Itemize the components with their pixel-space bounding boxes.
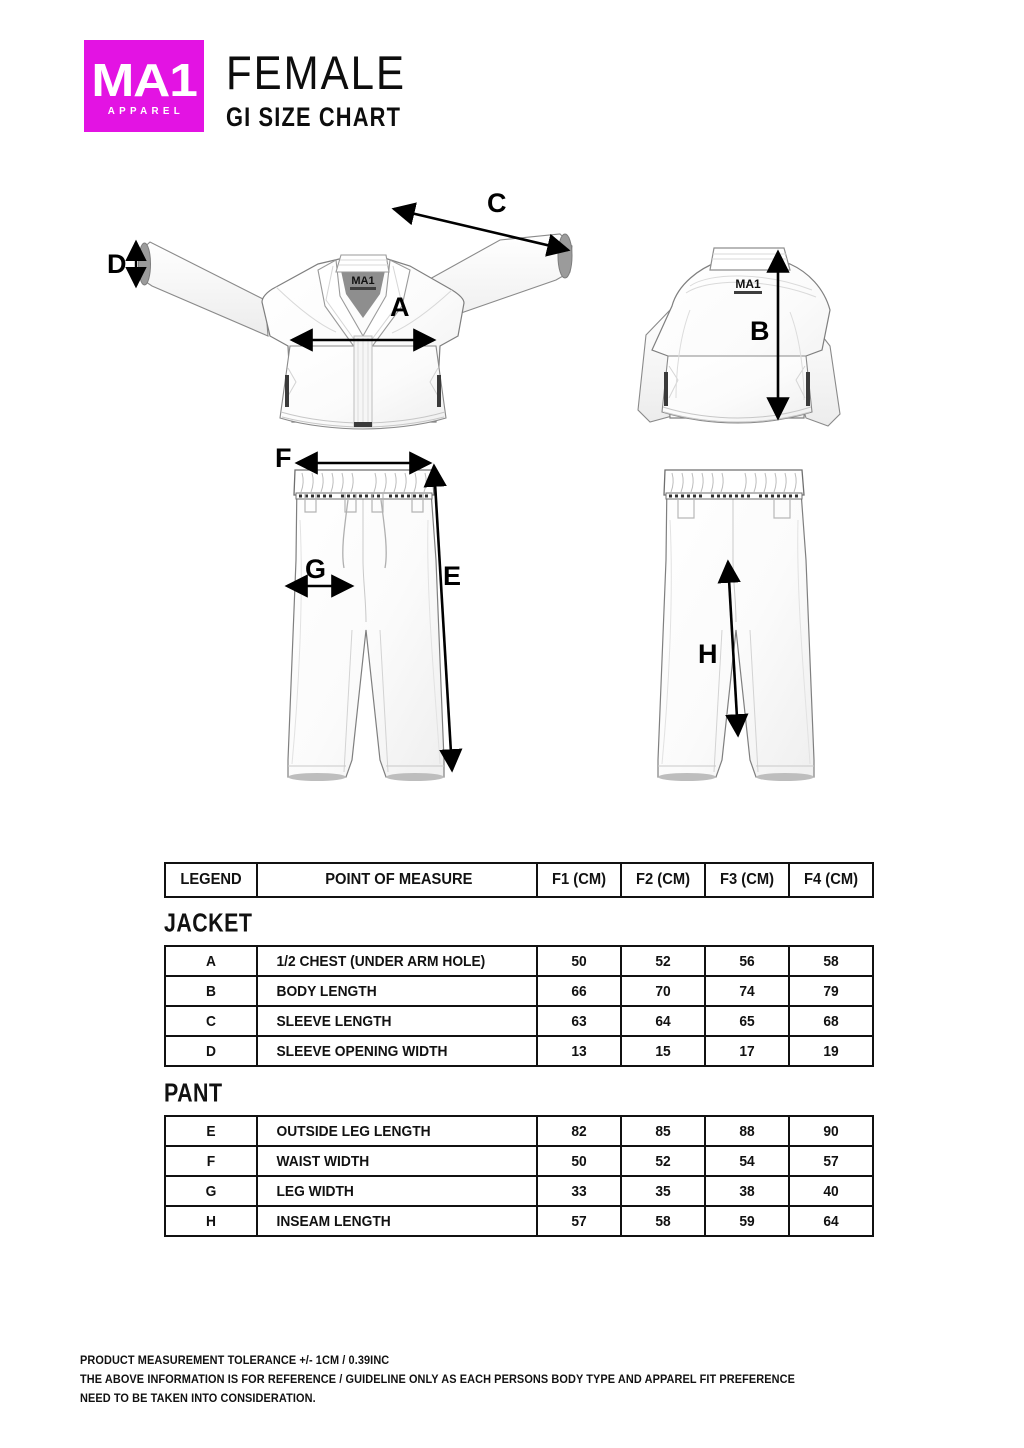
logo-wordmark: MA1 [91,53,197,106]
cell-measure: LEG WIDTH [268,1176,526,1206]
th-size-f1: F1 (CM) [540,863,617,897]
cell-legend: C [169,1006,254,1036]
table-row [165,1176,873,1206]
page-subtitle: GI SIZE CHART [226,101,402,132]
cell-f4: 68 [792,1006,869,1036]
cell-f1: 33 [540,1176,617,1206]
th-size-f2: F2 (CM) [624,863,701,897]
cell-f3: 56 [708,946,785,976]
garment-illustrations [0,160,1024,820]
footer-line-3: NEED TO BE TAKEN INTO CONSIDERATION. [80,1392,316,1405]
ma1-logo [84,40,204,132]
table-row [165,1036,873,1066]
table-row [165,1006,873,1036]
svg-text:MA1: MA1 [351,275,375,287]
cell-f2: 52 [624,946,701,976]
cell-f4: 58 [792,946,869,976]
cell-measure: 1/2 CHEST (UNDER ARM HOLE) [268,946,526,976]
page-header [84,40,410,132]
cell-f2: 70 [624,976,701,1006]
footer-disclaimer [80,1352,795,1409]
cell-f3: 54 [708,1146,785,1176]
pant-measurements-table [164,1115,874,1237]
th-size-f4: F4 (CM) [792,863,869,897]
cell-measure: SLEEVE LENGTH [268,1006,526,1036]
th-legend: LEGEND [169,863,254,897]
cell-measure: OUTSIDE LEG LENGTH [268,1116,526,1146]
cell-f4: 64 [792,1206,869,1236]
cell-f4: 57 [792,1146,869,1176]
page-title: FEMALE [226,46,407,100]
cell-f2: 52 [624,1146,701,1176]
table-row [165,976,873,1006]
cell-f3: 38 [708,1176,785,1206]
cell-measure: WAIST WIDTH [268,1146,526,1176]
cell-f3: 65 [708,1006,785,1036]
cell-f3: 17 [708,1036,785,1066]
table-row [165,1116,873,1146]
cell-f1: 63 [540,1006,617,1036]
cell-legend: E [169,1116,254,1146]
th-point-of-measure: POINT OF MEASURE [268,863,526,897]
cell-f3: 74 [708,976,785,1006]
table-row [165,1146,873,1176]
footer-line-1: PRODUCT MEASUREMENT TOLERANCE +/- 1CM / 0.39INC [80,1355,390,1367]
dimension-label-b: B [750,316,770,346]
jacket-measurements-table [164,945,874,1067]
cell-f1: 66 [540,976,617,1006]
cell-measure: INSEAM LENGTH [268,1206,526,1236]
footer-line-2: THE ABOVE INFORMATION IS FOR REFERENCE / GUIDELINE ONLY AS EACH PERSONS BODY TYPE AND APPAREL FIT PREFERENCE [80,1373,796,1386]
svg-text:MA1: MA1 [735,277,761,291]
cell-legend: F [169,1146,254,1176]
pant-front-illustration [288,470,444,781]
table-row [165,863,873,897]
cell-legend: D [169,1036,254,1066]
table-header-row [164,862,874,898]
cell-f2: 35 [624,1176,701,1206]
cell-legend: A [169,946,254,976]
dimension-label-f: F [275,443,292,473]
cell-f1: 57 [540,1206,617,1236]
th-size-f3: F3 (CM) [708,863,785,897]
dimension-label-d: D [107,249,127,279]
cell-f1: 50 [540,946,617,976]
cell-f4: 90 [792,1116,869,1146]
cell-measure: SLEEVE OPENING WIDTH [268,1036,526,1066]
table-row [165,1206,873,1236]
dimension-arrow-c [394,209,568,250]
dimension-label-e: E [443,561,462,591]
logo-tagline: APPAREL [107,106,185,118]
cell-f3: 88 [708,1116,785,1146]
cell-legend: B [169,976,254,1006]
cell-f1: 82 [540,1116,617,1146]
cell-f4: 19 [792,1036,869,1066]
cell-f4: 40 [792,1176,869,1206]
section-label-pant: PANT [164,1078,223,1108]
jacket-front-illustration [139,234,573,429]
cell-f2: 15 [624,1036,701,1066]
pant-back-illustration [658,470,814,781]
section-label-jacket: JACKET [164,908,253,938]
dimension-label-a: A [390,292,410,322]
cell-legend: G [169,1176,254,1206]
dimension-label-c: C [487,188,507,218]
dimension-label-g: G [305,554,327,584]
cell-f2: 64 [624,1006,701,1036]
cell-f1: 13 [540,1036,617,1066]
jacket-back-illustration [638,248,840,426]
dimension-label-h: H [698,639,718,669]
table-row [165,946,873,976]
cell-f4: 79 [792,976,869,1006]
cell-f2: 58 [624,1206,701,1236]
cell-measure: BODY LENGTH [268,976,526,1006]
cell-f2: 85 [624,1116,701,1146]
title-block [226,40,410,132]
cell-legend: H [169,1206,254,1236]
cell-f3: 59 [708,1206,785,1236]
cell-f1: 50 [540,1146,617,1176]
